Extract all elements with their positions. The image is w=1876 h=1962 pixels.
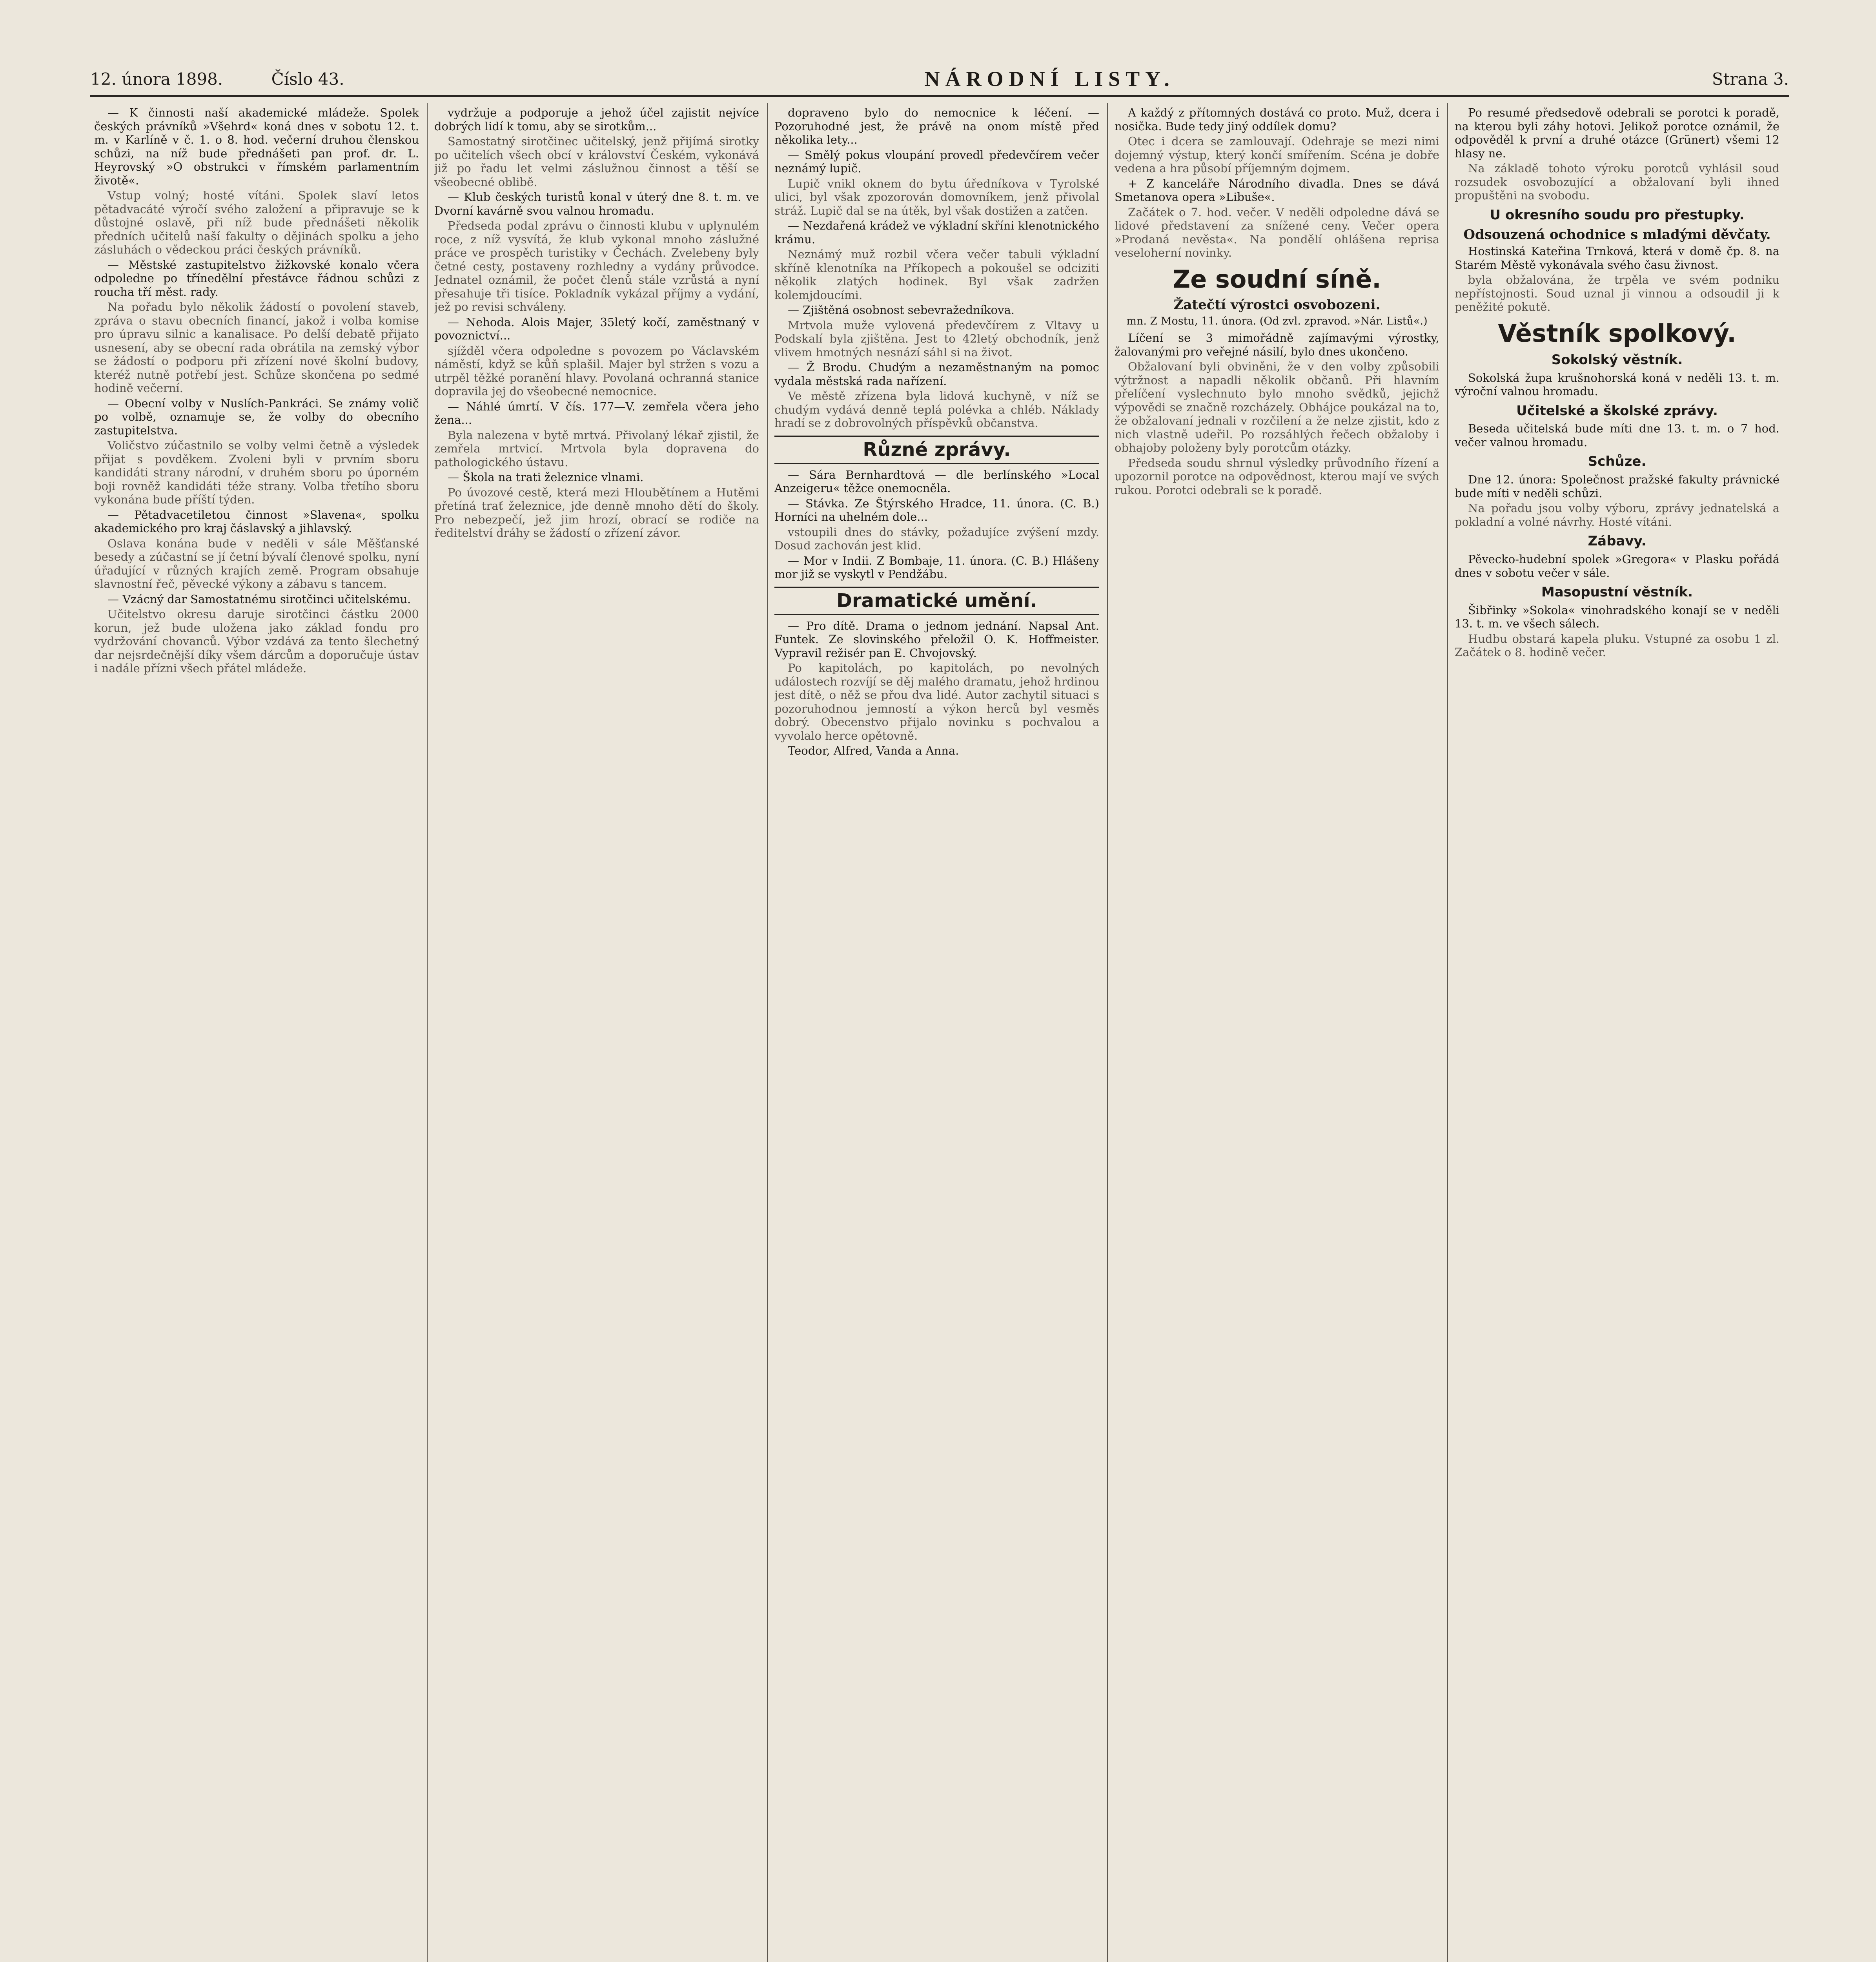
issue-number: Číslo 43. xyxy=(271,69,344,89)
article-paragraph: — Náhlé úmrtí. V čís. 177—V. zemřela včera jeho žena... xyxy=(434,399,759,427)
article-paragraph: Oslava konána bude v neděli v sále Měšťanské besedy a zúčastní se jí četní bývalí členové spolku, nyní úřadující v různých krajích země. Program obsahuje slavnostní řeč, pěvecké výkony a zábavu s tancem. xyxy=(94,536,419,591)
article-paragraph: Lupič vnikl oknem do bytu úředníkova v Tyrolské ulici, byl však zpozorován domovníkem, jenž přivolal stráž. Lupič dal se na útěk, byl však dostižen a zatčen. xyxy=(774,177,1099,217)
article-paragraph: Hostinská Kateřina Trnková, která v domě čp. 8. na Starém Městě vykonávala svého času živnost. xyxy=(1455,244,1779,272)
article-paragraph: Pěvecko-hudební spolek »Gregora« v Plasku pořádá dnes v sobotu večer v sále. xyxy=(1455,552,1779,580)
section-title-district-court: U okresního soudu pro přestupky. xyxy=(1490,207,1745,223)
article-paragraph: A každý z přítomných dostává co proto. Muž, dcera i nosička. Bude tedy jiný oddílek domu? xyxy=(1115,106,1439,133)
issue-date: 12. února 1898. xyxy=(90,69,223,89)
teacher-news-title: Učitelské a školské zprávy. xyxy=(1516,403,1718,419)
article-paragraph: Samostatný sirotčinec učitelský, jenž přijímá sirotky po učitelích všech obcí v království Českém, vykonává již po řadu let velmi záslužnou činnost a těší se všeobecné oblibě. xyxy=(434,135,759,189)
article-paragraph: vydržuje a podporuje a jehož účel zajistit nejvíce dobrých lidí k tomu, aby se sirotkům... xyxy=(434,106,759,133)
article-paragraph: dopraveno bylo do nemocnice k léčení. — Pozoruhodné jest, že právě na onom místě před několika lety... xyxy=(774,106,1099,146)
section-title-various-news: Různé zprávy. xyxy=(774,436,1099,464)
page-number: Strana 3. xyxy=(1712,69,1789,89)
column-2 xyxy=(434,106,759,1962)
meetings-title: Schůze. xyxy=(1588,454,1647,470)
review-paragraph: Teodor, Alfred, Vanda a Anna. xyxy=(788,744,959,758)
column-rule xyxy=(427,103,428,1962)
column-4 xyxy=(1115,106,1439,1962)
article-paragraph: — Smělý pokus vloupání provedl předevčírem večer neznámý lupič. xyxy=(774,148,1099,175)
article-paragraph: — Nehoda. Alois Majer, 35letý kočí, zaměstnaný v povoznictví... xyxy=(434,315,759,342)
article-paragraph: — Nezdařená krádež ve výkladní skříni klenotnického krámu. xyxy=(774,219,1099,246)
article-paragraph: Na pořadu bylo několik žádostí o povolení staveb, zpráva o stavu obecních financí, jakož i volba komise pro úpravu silnic a kanalisace. Po delší debatě přijato usnesení, aby se obecní rada obrátila na zemský výbor se žádostí o podporu při zřízení nové školní budovy, kteréž nutně potřebí jest. Schůze skončena po sedmé hodině večerní. xyxy=(94,300,419,395)
section-title-club-news: Věstník spolkový. xyxy=(1498,319,1736,348)
news-item: vstoupili dnes do stávky, požadujíce zvýšení mzdy. Dosud zachován jest klid. xyxy=(774,525,1099,552)
article-paragraph: — Městské zastupitelstvo žižkovské konalo včera odpoledne po třínedělní přestávce řádnou schůzi z roucha tří měst. rady. xyxy=(94,258,419,299)
sokol-news-title: Sokolský věstník. xyxy=(1551,352,1683,368)
column-rule xyxy=(1447,103,1448,1962)
court-paragraph: Obžalovaní byli obviněni, že v den volby způsobili výtržnost a napadli několik občanů. Při hlavním přelíčení vyslechnuto bylo mnoho svědků, jejichž výpovědi se značně rozcházely. Obhájce poukázal na to, že obžalovaní jednali v rozčilení a že nelze zjistit, kdo z nich vlastně udeřil. Po rozsáhlých řečech obžaloby i obhajoby položeny byly porotcům otázky. xyxy=(1115,360,1439,455)
article-paragraph: Šibřinky »Sokola« vinohradského konají se v neděli 13. t. m. ve všech sálech. xyxy=(1455,603,1779,631)
column-5 xyxy=(1455,106,1779,1962)
article-paragraph: Beseda učitelská bude míti dne 13. t. m. o 7 hod. večer valnou hromadu. xyxy=(1455,422,1779,449)
article-paragraph: — Škola na trati železnice vlnami. xyxy=(448,470,644,484)
section-title-drama: Dramatické umění. xyxy=(774,587,1099,615)
court-paragraph: Předseda soudu shrnul výsledky průvodního řízení a upozornil porotce na odpovědnost, kterou mají ve svých rukou. Porotci odebrali se k poradě. xyxy=(1115,456,1439,497)
court-byline: mn. Z Mostu, 11. února. (Od zvl. zpravod. »Nár. Listů«.) xyxy=(1126,315,1428,327)
carnival-title: Masopustní věstník. xyxy=(1541,584,1693,600)
article-paragraph: — Vzácný dar Samostatnému sirotčinci učitelskému. xyxy=(107,592,411,606)
article-paragraph: — Pětadvacetiletou činnost »Slavena«, spolku akademického pro kraj čáslavský a jihlavský. xyxy=(94,508,419,535)
column-rule xyxy=(767,103,768,1962)
news-item: — Sára Bernhardtová — dle berlínského »Local Anzeigeru« těžce onemocněla. xyxy=(774,468,1099,495)
article-paragraph: Učitelstvo okresu daruje sirotčinci částku 2000 korun, jež bude uložena jako základ fondu pro vydržování chovanců. Výbor vzdává za tento šlechetný dar nejsrdečnější díky všem dárcům a doporučuje ústav i nadále přízni všech přátel mládeže. xyxy=(94,607,419,675)
article-paragraph: Začátek o 7. hod. večer. V neděli odpoledne dává se lidové představení za snížené ceny. Večer opera »Prodaná nevěsta«. Na pondělí ohlášena reprisa veseloherní novinky. xyxy=(1115,205,1439,259)
section-title-court: Ze soudní síně. xyxy=(1173,264,1381,294)
article-paragraph: Po resumé předsedově odebrali se porotci k poradě, na kterou byli záhy hotovi. Jelikož porotce oznámil, že odpověděl k první a druhé otázce (Grünert) všemi 12 hlasy ne. xyxy=(1455,106,1779,160)
article-paragraph: Otec i dcera se zamlouvají. Odehraje se mezi nimi dojemný výstup, který končí smířením. Scéna je dobře vedena a hra působí příjemným dojmem. xyxy=(1115,135,1439,175)
court-paragraph: Líčení se 3 mimořádně zajímavými výrostky, žalovanými pro veřejné násilí, bylo dnes ukončeno. xyxy=(1115,331,1439,358)
column-3 xyxy=(774,106,1099,1962)
article-paragraph: Byla nalezena v bytě mrtvá. Přivolaný lékař zjistil, že zemřela mrtvicí. Mrtvola byla dopravena do pathologického ústavu. xyxy=(434,428,759,469)
article-paragraph: Na pořadu jsou volby výboru, zprávy jednatelská a pokladní a volné návrhy. Hosté vítáni. xyxy=(1455,501,1779,529)
page-header xyxy=(90,63,1789,97)
column-rule xyxy=(1107,103,1108,1962)
news-item: — Mor v Indii. Z Bombaje, 11. února. (C. B.) Hlášeny mor již se vyskytl v Pendžábu. xyxy=(774,554,1099,581)
article-paragraph: Ve městě zřízena byla lidová kuchyně, v níž se chudým vydává denně teplá polévka a chléb. Náklady hradí se z dobrovolných příspěvků občanstva. xyxy=(774,389,1099,430)
article-paragraph: Sokolská župa krušnohorská koná v neděli 13. t. m. výroční valnou hromadu. xyxy=(1455,371,1779,398)
article-paragraph: Neznámý muž rozbil včera večer tabuli výkladní skříně klenotníka na Příkopech a pokoušel se odciziti několik zlatých hodinek. Byl však zadržen kolemjdoucími. xyxy=(774,248,1099,302)
column-1 xyxy=(94,106,419,1962)
article-paragraph: byla obžalována, že trpěla ve svém podniku nepřístojnosti. Soud uznal ji vinnou a odsoudil ji k peněžité pokutě. xyxy=(1455,273,1779,314)
article-paragraph: Na základě tohoto výroku porotců vyhlásil soud rozsudek osvobozující a obžalovaní byli ihned propuštěni na svobodu. xyxy=(1455,162,1779,202)
article-paragraph: — Klub českých turistů konal v úterý dne 8. t. m. ve Dvorní kavárně svou valnou hromadu. xyxy=(434,190,759,217)
article-paragraph: — Zjištěná osobnost sebevražedníkova. xyxy=(788,303,1014,317)
article-paragraph: sjížděl včera odpoledne s povozem po Václavském náměstí, když se kůň splašil. Majer byl stržen s vozu a utrpěl těžké poranění hlavy. Povolaná ochranná stanice dopravila jej do všeobecné nemocnice. xyxy=(434,344,759,398)
article-paragraph: — K činnosti naší akademické mládeže. Spolek českých právníků »Všehrd« koná dnes v sobotu 12. t. m. v Karlíně v č. 1. o 8. hod. večerní druhou členskou schůzi, na níž bude přednášeti pan prof. dr. L. Heyrovský »O obstrukci v římském parlamentním životě«. xyxy=(94,106,419,187)
court-case-title: Žatečtí výrostci osvobozeni. xyxy=(1173,297,1381,313)
article-paragraph: — Obecní volby v Nuslích-Pankráci. Se známy volič po volbě, oznamuje se, že volby do obecního zastupitelstva. xyxy=(94,396,419,437)
article-paragraph: Hudbu obstará kapela pluku. Vstupné za osobu 1 zl. Začátek o 8. hodině večer. xyxy=(1455,632,1779,659)
news-item: — Stávka. Ze Štýrského Hradce, 11. února. (C. B.) Horníci na uhelném dole... xyxy=(774,496,1099,524)
review-paragraph: Po kapitolách, po kapitolách, po nevolných událostech rozvíjí se děj malého dramatu, jehož hrdinou jest dítě, o něž se přou dva lidé. Autor zachytil situaci s pozoruhodnou jemností a výkon herců byl vesměs dobrý. Obecenstvo přijalo novinku s pochvalou a vyvolalo herce opětovně. xyxy=(774,661,1099,742)
entertainment-title: Zábavy. xyxy=(1588,533,1647,549)
masthead: NÁRODNÍ LISTY. xyxy=(924,67,1175,91)
article-paragraph: + Z kanceláře Národního divadla. Dnes se dává Smetanova opera »Libuše«. xyxy=(1115,177,1439,204)
district-case-title: Odsouzená ochodnice s mladými děvčaty. xyxy=(1463,227,1771,243)
review-paragraph: — Pro dítě. Drama o jednom jednání. Napsal Ant. Funtek. Ze slovinského přeložil O. K. Hoffmeister. Vypravil režisér pan E. Chvojovský. xyxy=(774,619,1099,660)
article-paragraph: Mrtvola muže vylovená předevčírem z Vltavy u Podskalí byla zjištěna. Jest to 42letý obchodník, jenž vlivem hmotných nesnází sáhl si na život. xyxy=(774,318,1099,359)
article-paragraph: Předseda podal zprávu o činnosti klubu v uplynulém roce, z níž vysvítá, že klub vykonal mnoho záslužné práce ve prospěch turistiky v Čechách. Zvelebeny byly četné cesty, postaveny rozhledny a vydány průvodce. Jednatel oznámil, že počet členů stále vzrůstá a nyní přesahuje tři tisíce. Pokladník vykázal příjmy a vydání, jež po revisi schváleny. xyxy=(434,219,759,314)
article-paragraph: Voličstvo zúčastnilo se volby velmi četně a výsledek přijat s povděkem. Zvoleni byli v prvním sboru kandidáti strany národní, v druhém sboru po úporném boji rovněž kandidáti téže strany. Volba třetího sboru vykonána bude příští týden. xyxy=(94,439,419,506)
article-paragraph: Dne 12. února: Společnost pražské fakulty právnické bude míti v neděli schůzi. xyxy=(1455,473,1779,500)
article-paragraph: — Ž Brodu. Chudým a nezaměstnaným na pomoc vydala městská rada nařízení. xyxy=(774,361,1099,388)
article-paragraph: Vstup volný; hosté vítáni. Spolek slaví letos pětadvacáté výročí svého založení a připravuje se k důstojné oslavě, při níž bude přednášeti několik předních učitelů naší fakulty o dějinách spolku a jeho zásluhách o vědeckou práci českých právníků. xyxy=(94,189,419,256)
article-paragraph: Po úvozové cestě, která mezi Hloubětínem a Hutěmi přetíná trať železnice, jde denně mnoho dětí do školy. Pro nebezpečí, jež jim hrozí, obrací se rodiče na ředitelství dráhy se žádostí o zřízení závor. xyxy=(434,485,759,540)
